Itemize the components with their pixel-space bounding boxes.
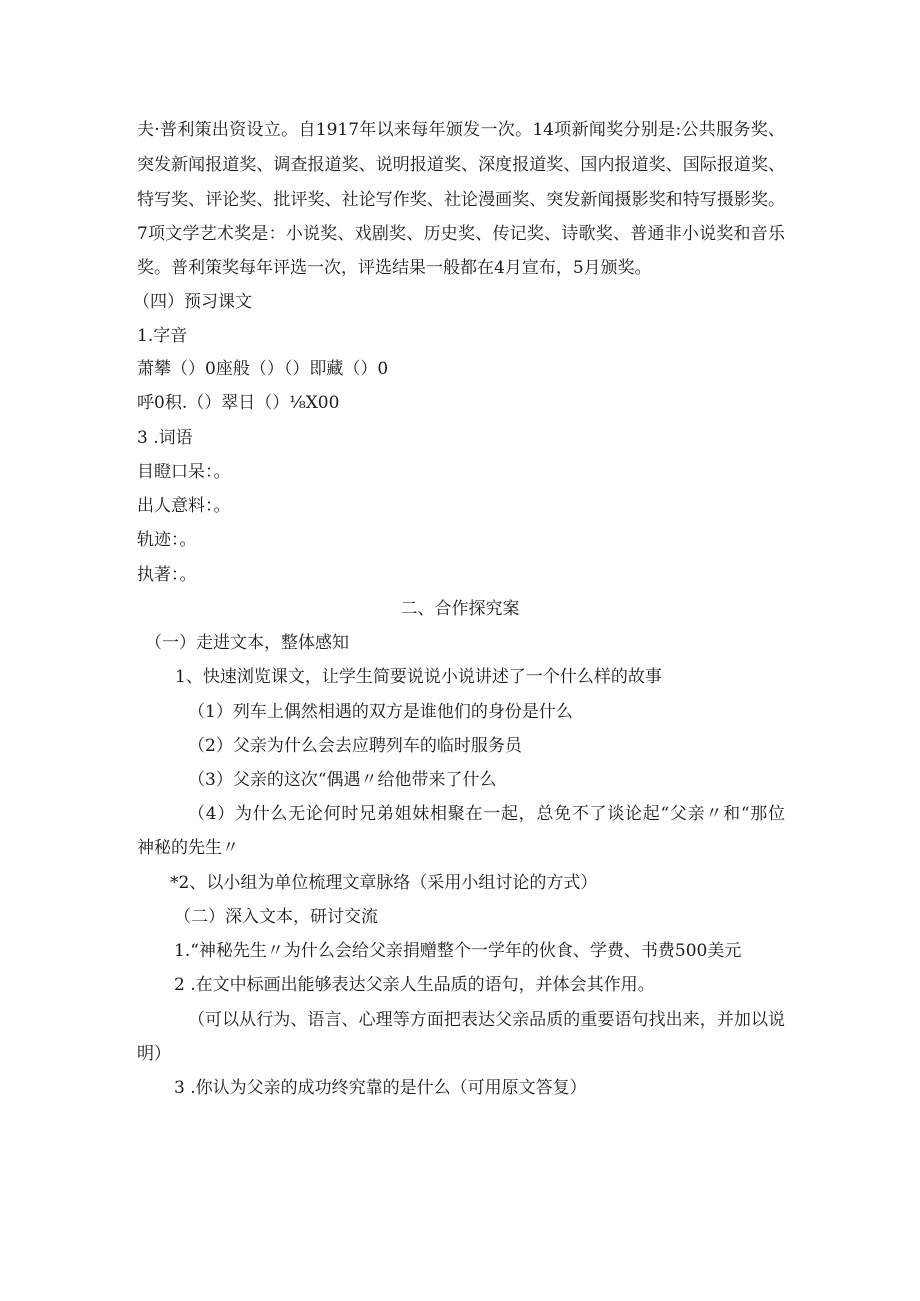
sub-question: （1）列车上偶然相遇的双方是谁他们的身份是什么: [188, 702, 573, 722]
question: 2 .在文中标画出能够表达父亲人生品质的语句，并体会其作用。: [174, 975, 655, 995]
part2-heading: （二）深入文本，研讨交流: [174, 907, 378, 927]
vocabulary-item: 目瞪口呆：。: [137, 462, 231, 482]
vocabulary-item: 出人意料：。: [137, 496, 231, 516]
question: *2、以小组为单位梳理文章脉络（采用小组讨论的方式）: [170, 873, 598, 893]
vocabulary-item: 执著：。: [137, 565, 197, 585]
intro-line: 7项文学艺术奖是：小说奖、戏剧奖、历史奖、传记奖、诗歌奖、普通非小说奖和音乐: [137, 224, 785, 244]
sub-question: （2）父亲为什么会去应聘列车的临时服务员: [188, 736, 522, 756]
part1-heading: （一）走进文本，整体感知: [145, 633, 349, 653]
intro-line: 突发新闻报道奖、调查报道奖、说明报道奖、深度报道奖、国内报道奖、国际报道奖、: [137, 155, 785, 175]
section-title: 二、合作探究案: [400, 599, 520, 619]
note: （可以从行为、语言、心理等方面把表达父亲品质的重要语句找出来，并加以说: [188, 1010, 785, 1030]
pronunciation-line: 呼0积.（）翠日（）⅛X00: [137, 393, 340, 413]
intro-line: 特写奖、评论奖、批评奖、社论写作奖、社论漫画奖、突发新闻摄影奖和特写摄影奖。: [137, 190, 785, 210]
pronunciation-line: 萧攀（）0座般（）（）即藏（）0: [137, 359, 389, 379]
vocabulary-heading: 3 .词语: [137, 428, 193, 448]
question: 1、快速浏览课文，让学生简要说说小说讲述了一个什么样的故事: [175, 667, 662, 687]
intro-line: 夫·普利策出资设立。自1917年以来每年颁发一次。14项新闻奖分别是:公共服务奖、: [137, 120, 785, 140]
sub-question-continued: 神秘的先生〃: [137, 838, 239, 858]
sub-question: （4）为什么无论何时兄弟姐妹相聚在一起，总免不了谈论起“父亲〃和“那位: [188, 804, 785, 824]
question: 1.“神秘先生〃为什么会给父亲捐赠整个一学年的伙食、学费、书费500美元: [174, 941, 742, 961]
preview-heading: （四）预习课文: [133, 292, 252, 312]
note-continued: 明）: [137, 1044, 171, 1064]
vocabulary-item: 轨迹：。: [137, 530, 197, 550]
intro-line: 奖。普利策奖每年评选一次，评选结果一般都在4月宣布，5月颁奖。: [137, 258, 652, 278]
pronunciation-heading: 1.字音: [137, 326, 188, 346]
sub-question: （3）父亲的这次“偶遇〃给他带来了什么: [188, 770, 497, 790]
question: 3 .你认为父亲的成功终究靠的是什么（可用原文答复）: [174, 1078, 587, 1098]
